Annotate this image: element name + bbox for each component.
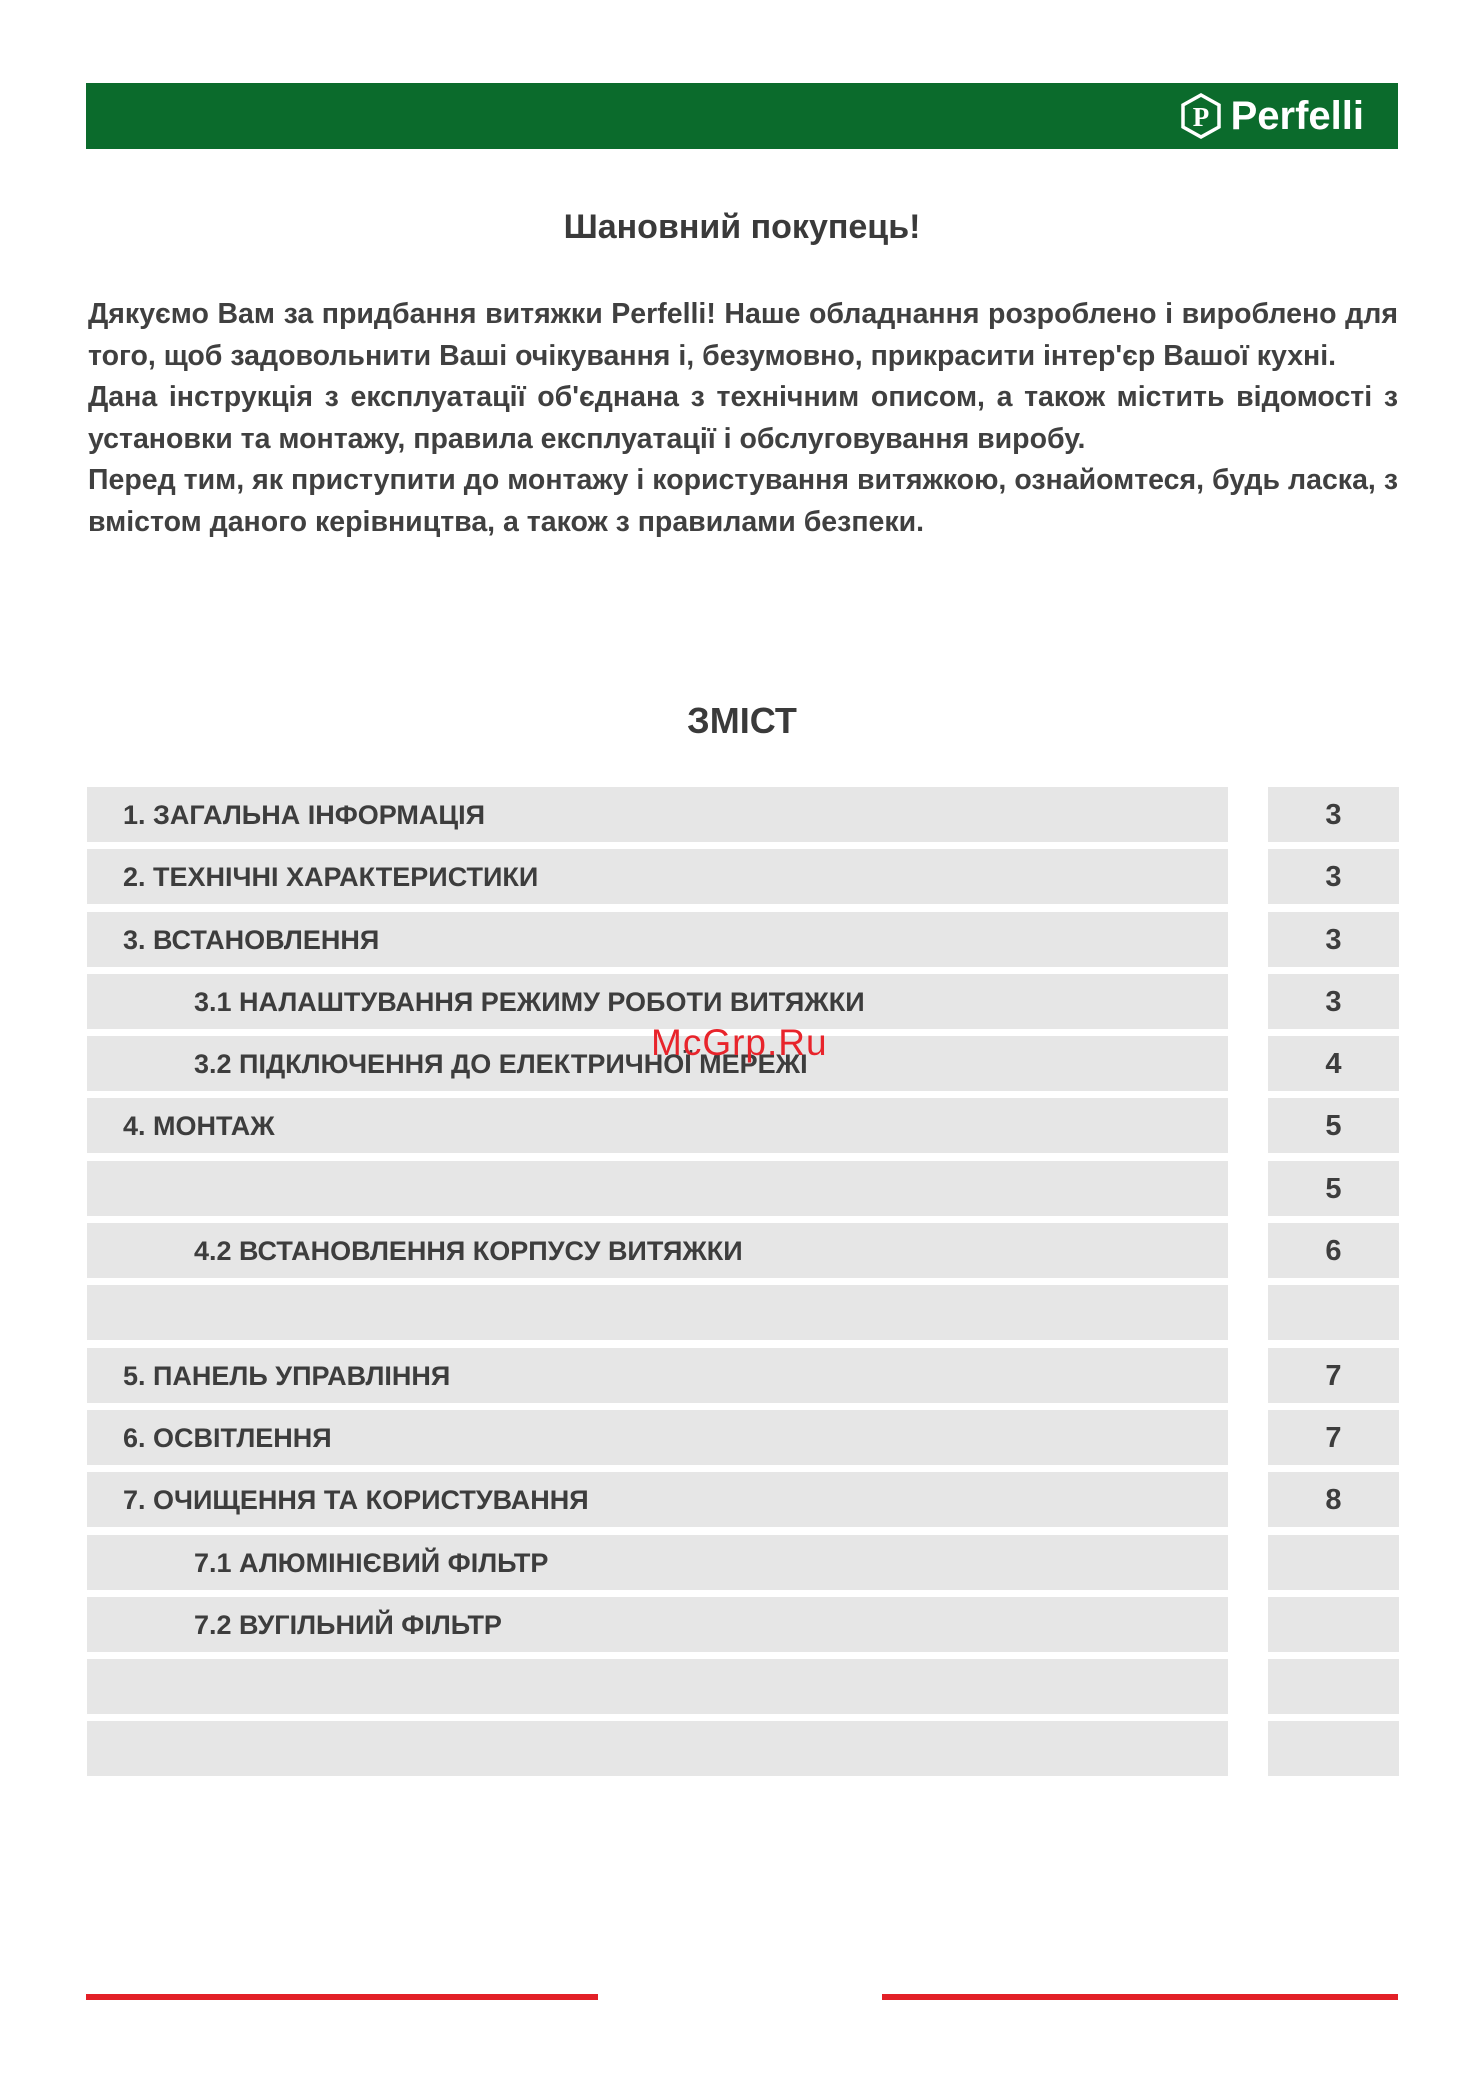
toc-row-4[interactable] (87, 974, 1399, 1029)
toc-entry-label: 4.2 ВСТАНОВЛЕННЯ КОРПУСУ ВИТЯЖКИ (87, 1223, 1228, 1278)
toc-page-number: 3 (1268, 974, 1399, 1029)
header-bar (86, 83, 1398, 149)
intro-paragraph-2: Дана інструкція з експлуатації об'єднана з технічним описом, а також містить відомості з установки та монтажу, правила експлуатації і обслуговування виробу. (88, 381, 1398, 455)
toc-entry-label: 7. ОЧИЩЕННЯ ТА КОРИСТУВАННЯ (87, 1472, 1228, 1527)
toc-entry-label: 6. ОСВІТЛЕННЯ (87, 1410, 1228, 1465)
watermark: McGrp.Ru (651, 1022, 828, 1063)
intro-text (88, 294, 1398, 543)
toc-page-number: 3 (1268, 849, 1399, 904)
toc-row-3[interactable] (87, 912, 1399, 967)
toc-page-number (1268, 1597, 1399, 1652)
toc-page-number: 4 (1268, 1036, 1399, 1091)
toc-row-2[interactable] (87, 849, 1399, 904)
toc-entry-label: 4. МОНТАЖ (87, 1098, 1228, 1153)
toc-page-number: 6 (1268, 1223, 1399, 1278)
toc-page-number: 7 (1268, 1348, 1399, 1403)
footer-divider-left (86, 1994, 598, 2000)
toc-row-16[interactable] (87, 1721, 1399, 1776)
toc-row-13[interactable] (87, 1535, 1399, 1590)
table-of-contents (87, 787, 1399, 1784)
toc-entry-label (87, 1721, 1228, 1776)
toc-entry-label: 3.2 ПІДКЛЮЧЕННЯ ДО ЕЛЕКТРИЧНОЇ МЕРЕЖІ (87, 1036, 1228, 1091)
svg-text:P: P (1192, 102, 1209, 132)
toc-row-6[interactable] (87, 1098, 1399, 1153)
toc-entry-label: 7.1 АЛЮМІНІЄВИЙ ФІЛЬТР (87, 1535, 1228, 1590)
toc-entry-label (87, 1659, 1228, 1714)
toc-page-number: 3 (1268, 787, 1399, 842)
greeting-heading: Шановний покупець! (563, 208, 921, 246)
toc-entry-label: 3. ВСТАНОВЛЕННЯ (87, 912, 1228, 967)
brand-name: Perfelli (1230, 94, 1364, 138)
toc-row-12[interactable] (87, 1472, 1399, 1527)
toc-entry-label: 5. ПАНЕЛЬ УПРАВЛІННЯ (87, 1348, 1228, 1403)
toc-page-number: 7 (1268, 1410, 1399, 1465)
toc-row-11[interactable] (87, 1410, 1399, 1465)
toc-entry-label (87, 1161, 1228, 1216)
toc-entry-label: 1. ЗАГАЛЬНА ІНФОРМАЦІЯ (87, 787, 1228, 842)
toc-entry-label: 3.1 НАЛАШТУВАННЯ РЕЖИМУ РОБОТИ ВИТЯЖКИ (87, 974, 1228, 1029)
toc-title: ЗМІСТ (687, 700, 797, 741)
intro-paragraph-1: Дякуємо Вам за придбання витяжки Perfelli! Наше обладнання розроблено і вироблено для того, щоб задовольнити Ваші очікування і, безумовно, прикрасити інтер'єр Вашої кухні. (88, 298, 1398, 372)
toc-entry-label: 2. ТЕХНІЧНІ ХАРАКТЕРИСТИКИ (87, 849, 1228, 904)
toc-row-7[interactable] (87, 1161, 1399, 1216)
toc-entry-label (87, 1285, 1228, 1340)
toc-page-number: 3 (1268, 912, 1399, 967)
brand-logo (1179, 93, 1364, 139)
toc-row-10[interactable] (87, 1348, 1399, 1403)
toc-row-15[interactable] (87, 1659, 1399, 1714)
toc-row-14[interactable] (87, 1597, 1399, 1652)
toc-page-number: 8 (1268, 1472, 1399, 1527)
toc-row-8[interactable] (87, 1223, 1399, 1278)
perfelli-p-shield-logo-icon (1179, 93, 1223, 139)
toc-page-number (1268, 1659, 1399, 1714)
toc-page-number (1268, 1535, 1399, 1590)
toc-page-number: 5 (1268, 1161, 1399, 1216)
toc-entry-label: 7.2 ВУГІЛЬНИЙ ФІЛЬТР (87, 1597, 1228, 1652)
toc-page-number (1268, 1285, 1399, 1340)
intro-paragraph-3: Перед тим, як приступити до монтажу і користування витяжкою, ознайомтеся, будь ласка, з вмістом даного керівництва, а також з правилами безпеки. (88, 464, 1398, 538)
toc-page-number: 5 (1268, 1098, 1399, 1153)
toc-row-1[interactable] (87, 787, 1399, 842)
toc-row-9[interactable] (87, 1285, 1399, 1340)
toc-page-number (1268, 1721, 1399, 1776)
footer-divider-right (882, 1994, 1398, 2000)
